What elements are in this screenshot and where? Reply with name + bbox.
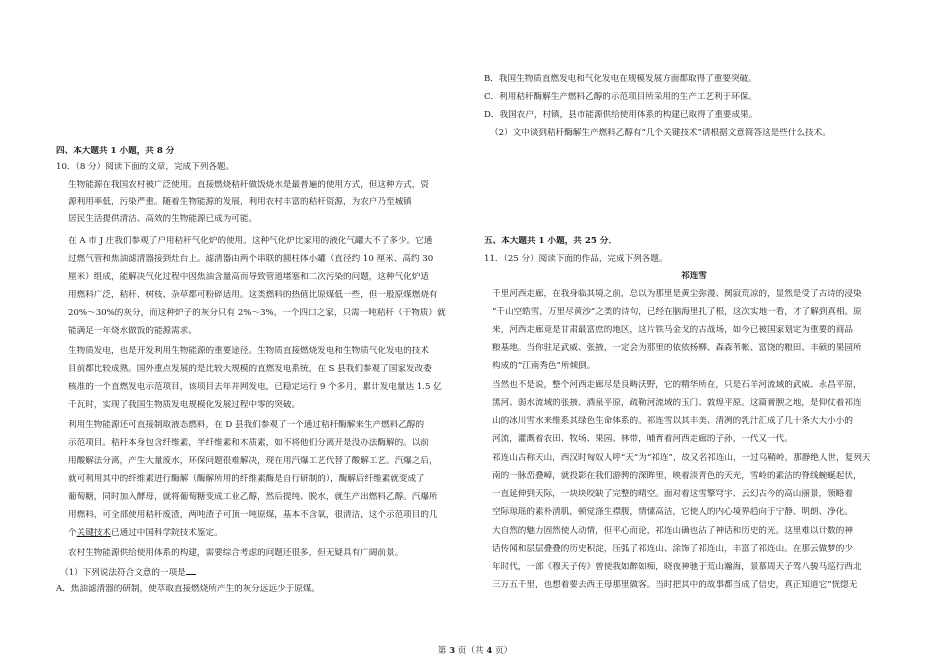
paragraph-line: 用燃料，可全部使用秸秆废渣，两吨渣子可顶一吨原煤，基本不含氧，很清洁，这个示范项目的几 bbox=[68, 510, 438, 520]
paragraph-line: 目前都比较成熟。国外重点发展的是比较大规模的直燃发电系统，在 S 县我们参观了国家发改委 bbox=[68, 364, 432, 374]
passage-line: 当然也不是说，整个河西走廊尽是良畴沃野，它的精华所在，只是石羊河流域的武威、永昌平原， bbox=[492, 380, 862, 390]
answer-blank bbox=[186, 566, 196, 575]
paragraph-line: 用酸解法分离，产生大量废水，环保问题很难解决，现在用汽爆工艺代替了酸解工艺。汽爆之后， bbox=[68, 456, 438, 466]
passage-line: 构成的“江南秀色”所倾倒。 bbox=[492, 361, 596, 371]
footer-prefix: 第 bbox=[437, 646, 450, 656]
paragraph-line: 示范项目。秸秆本身包含纤维素，半纤维素和木质素，如不将他们分离开是没办法酶解的。以前 bbox=[68, 438, 429, 448]
passage-line: 南的一脉峦叠嶂，就投影在我们游骋的深眸里，映着淡青色的天光，雪岭的素洁的脊线蜿蜒起伏， bbox=[492, 471, 862, 481]
paragraph-line: 就可利用其中的纤维素进行酶解（酶解所用的纤维素酶是自行研制的），酶解后纤维素就变成了 bbox=[68, 474, 425, 484]
passage-line: 粮基地。当你驻足武威、张掖，一定会为那里的依依杨柳、森森苇帐、富饶的粮田、丰硕的果园所 bbox=[492, 343, 862, 353]
passage-line: 山的冰川雪水来维系其绿色生命体系的。祁连雪以其丰美、清冽的乳汁汇成了几十条大大小小的 bbox=[492, 416, 853, 426]
paragraph-line: 核准的一个直燃发电示范项目，该项目去年并网发电，已稳定运行 9 个多月，累计发电量达 1.5 亿 bbox=[68, 382, 442, 392]
paragraph-line-start: 个 bbox=[68, 528, 77, 538]
key-technology-term: 关键技术 bbox=[76, 528, 111, 538]
passage-line: 千里河西走廊，在我身临其境之前，总以为那里是黄尘弥漫、阒寂荒凉的，显然是受了古诗的浸染 bbox=[492, 289, 862, 299]
paragraph-line: 能满足一年烧水做饭的能源需求。 bbox=[68, 326, 197, 336]
paragraph-line: 千瓦时，实现了我国生物质发电规模化发展过程中零的突破。 bbox=[68, 400, 301, 410]
passage-line: 三万五千里，也想着要去西王母那里做客。当时把其中的故事都当成了信史，真正知道它“恍惚无 bbox=[492, 580, 858, 590]
passage-line: 河流，灌溉着农田、牧场、果园、林带，哺育着河西走廊的子孙，一代又一代。 bbox=[492, 434, 793, 444]
paragraph-line: 居民生活提供清洁、高效的生物能源已成为可能。 bbox=[68, 214, 258, 224]
option-b: B．我国生物质直燃发电和气化发电在规模发展方面都取得了重要突破。 bbox=[484, 74, 757, 84]
total-pages: 4 bbox=[486, 646, 493, 656]
question-11-header: 11．（25 分）阅读下面的作品，完成下列各题。 bbox=[484, 254, 668, 264]
paragraph-line: 源利用率低，污染严重。随着生物能源的发展，利用农村丰富的秸秆资源，为农户乃至城镇 bbox=[68, 197, 412, 207]
paragraph-line: 农村生物能源供给使用体系的构建，需要综合考虑的问题还很多，但无疑具有广阔前景。 bbox=[68, 548, 404, 558]
passage-line: 空际琼瑶的素朴清肌，顿觉涤生襟腹，情愫高洁，它使人的内心境界趋向于宁静、明朗、净化。 bbox=[492, 507, 853, 517]
paragraph-line: 用燃料广泛，秸秆、树枝、杂草都可粉碎适用。这类燃料的热值比原煤低一些，但一般原煤燃烧有 bbox=[68, 290, 438, 300]
paragraph-line: 在 A 市 J 庄我们参观了户用秸秆气化炉的使用。这种气化炉比家用的液化气罐大不了多少。它通 bbox=[68, 236, 433, 246]
sub-question-1-text: （1）下列说法符合文意的一项是 bbox=[60, 568, 186, 577]
paragraph-line: 20%～30%的灰分，而这种炉子的灰分只有 2%～3%，一个四口之家，只需一吨秸秆（干物质）就 bbox=[68, 308, 446, 318]
sub-question-2: （2）文中谈到秸秆酶解生产燃料乙醇有“几个关键技术”请根据文意简答这是些什么技术。 bbox=[490, 128, 831, 138]
passage-line: 祁连山古称天山，西汉时匈奴人呼“天”为“祁连”，故又名祁连山，一过乌鞘岭，那静绝人世，复列天 bbox=[492, 453, 871, 463]
paragraph-line: 过燃气管和焦油滤清器接到灶台上。滤清器由两个串联的圆柱体小罐（直径约 10 厘米、高约 30 bbox=[68, 254, 434, 264]
paragraph-line-end: 已通过中国科学院技术鉴定。 bbox=[111, 528, 223, 538]
passage-line: 大自然的魅力固然使人动情，但平心而论，祁连山确也沾了神话和历史的光。这里难以计数的神 bbox=[492, 526, 853, 536]
sub-question-1 bbox=[60, 566, 196, 577]
question-10-header: 10．（8 分）阅读下面的文章，完成下列各题。 bbox=[56, 162, 235, 172]
passage-line: “千山空皓雪，万里尽黄沙”之类的诗句，已经在脑海里扎了根，这次实地一看，才了解到真相。原 bbox=[492, 307, 862, 317]
paragraph-line bbox=[68, 528, 223, 539]
passage-line: 黑河、弱水流域的张掖、酒泉平原，疏勒河流域的玉门、敦煌平原。这篇膏腴之地，是仰仗着祁连 bbox=[492, 398, 862, 408]
passage-line: 来，河西走廊竟是甘肃最富庶的地区，这片铁马金戈的古战场，如今已被国家划定为重要的商品 bbox=[492, 325, 853, 335]
passage-line: 年时代，一部《穆天子传》曾使我如醉如痴，晓夜神驰于荒山瀚海，景慕周天子驾八骏马巡行西北 bbox=[492, 562, 862, 572]
option-c: C．利用秸秆酶解生产燃料乙醇的示范项目所采用的生产工艺利于环保。 bbox=[484, 92, 757, 102]
passage-line: 话传闻和层层叠叠的历史积淀，压弧了祁连山、涂饰了祁连山，丰富了祁连山。在那云做梦的少 bbox=[492, 544, 853, 554]
footer-suffix: 页） bbox=[492, 646, 513, 656]
paragraph-line: 葡萄糖，同时加入酵母，就将葡萄糖变成工业乙醇，然后提纯、脱水，就生产出燃料乙醇。汽爆所 bbox=[68, 492, 438, 502]
page-footer bbox=[0, 646, 950, 657]
paragraph-line: 利用生物能源还可直接制取液态燃料，在 D 县我们参观了一个通过秸秆酶解来生产燃料乙醇的 bbox=[68, 420, 425, 430]
paragraph-line: 生物能源在我国农村被广泛使用。直接燃烧秸秆做饭烧水是最普遍的使用方式，但这种方式，资 bbox=[68, 180, 429, 190]
section-5-title: 五、本大题共 1 小题，共 25 分． bbox=[484, 236, 618, 246]
footer-middle: 页（共 bbox=[455, 646, 487, 656]
paragraph-line: 厘米）组成，能解决气化过程中因焦油含量高而导致管道堵塞和二次污染的问题，这种气化炉适 bbox=[68, 272, 429, 282]
paragraph-line: 生物质发电，也是开发利用生物能源的重要途径。生物质直接燃烧发电和生物质气化发电的技术 bbox=[68, 346, 429, 356]
option-a: A．焦油滤清器的研制，使萃取直接燃烧所产生的灰分远远少于原煤。 bbox=[56, 584, 321, 594]
passage-line: 一直延伸到天际，一块块咬缺了完整的晴空。面对着这雪擎穹宇、云幻古今的高山丽景，领略着 bbox=[492, 489, 853, 499]
section-4-title: 四、本大题共 1 小题，共 8 分 bbox=[56, 146, 175, 156]
passage-title: 祁连雪 bbox=[681, 271, 707, 281]
option-d: D．我国农户，村镇，县市能源供给使用体系的构建已取得了重要成果。 bbox=[484, 110, 758, 120]
page-number: 3 bbox=[449, 646, 456, 656]
